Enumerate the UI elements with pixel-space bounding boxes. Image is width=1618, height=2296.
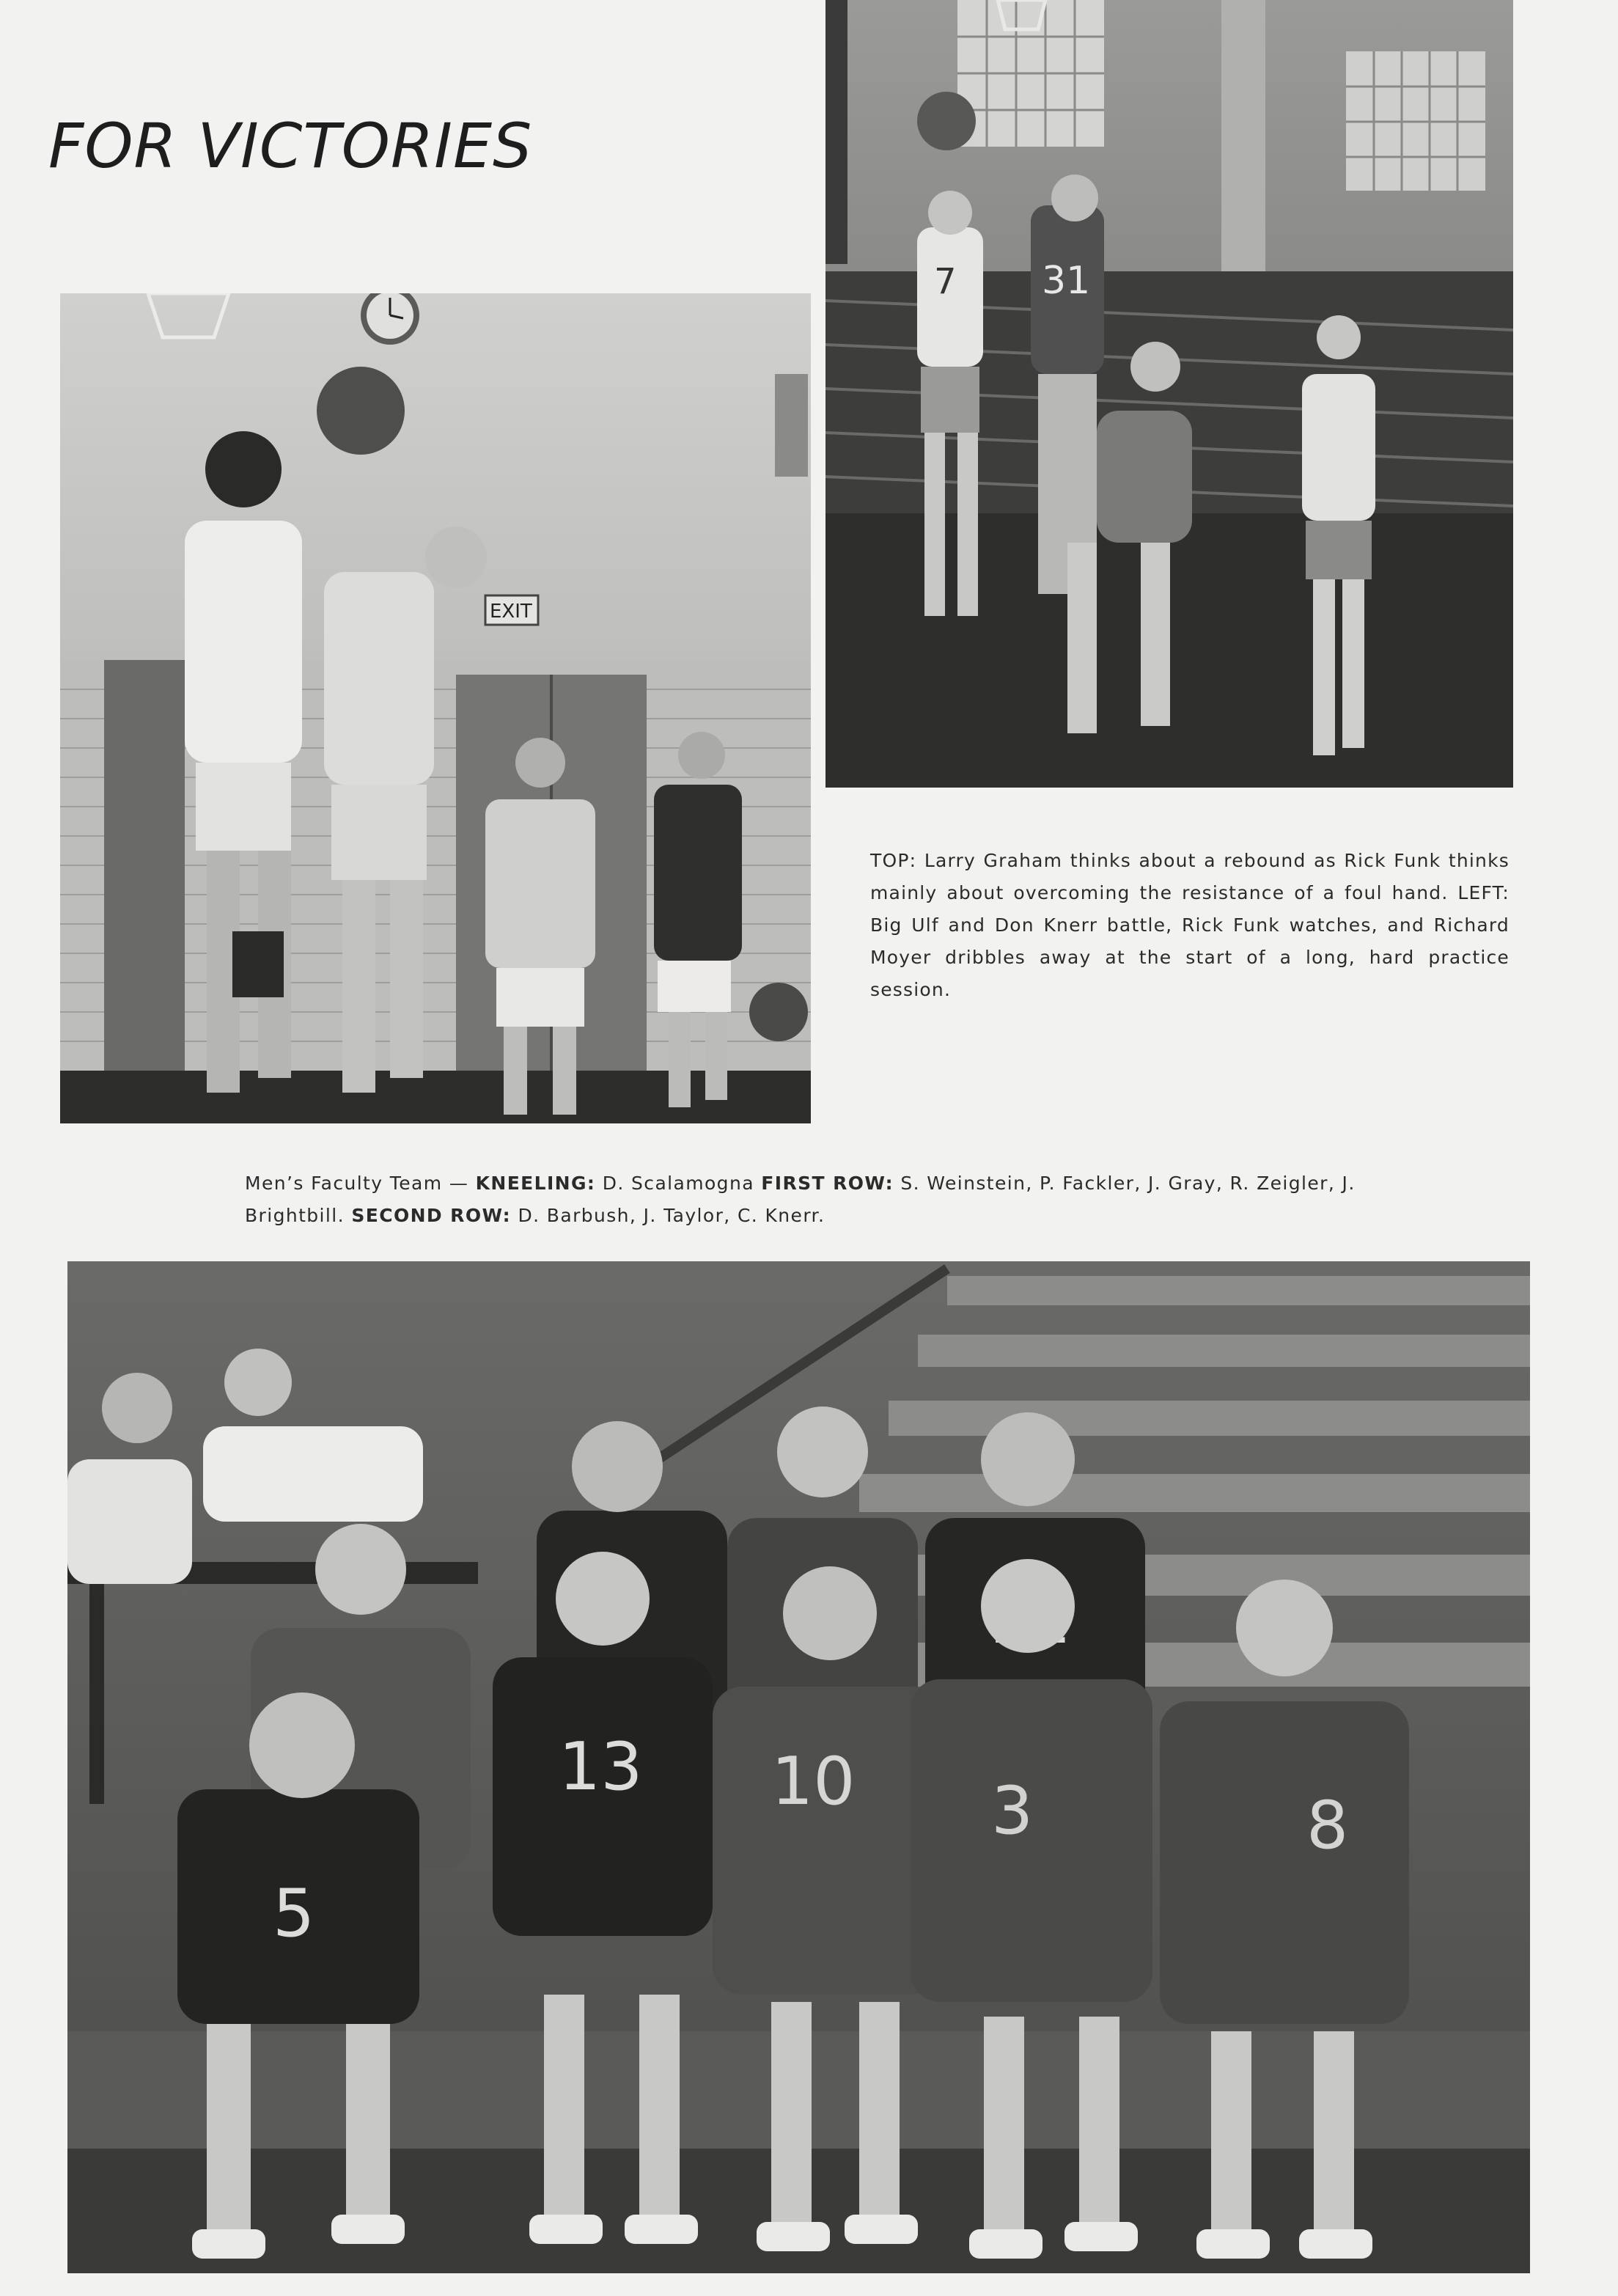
kneeling-names: D. Scalamogna: [602, 1173, 754, 1194]
jersey-number-8: 8: [1306, 1787, 1349, 1864]
photo-team-illustration: [67, 1261, 1530, 2273]
action-photos-caption: TOP: Larry Graham thinks about a rebound as Rick Funk thinks mainly about overcoming the resistance of a foul hand. LEFT: Big Ulf and Don Knerr battle, Rick Funk watches, and Richard Moyer dribbles away at the start of a long, hard practice session.: [870, 850, 1509, 1000]
jersey-number-5: 5: [273, 1875, 315, 1952]
jersey-number-31: 31: [1042, 259, 1091, 303]
exit-sign-text: EXIT: [490, 601, 532, 623]
photo-rebound-action: [825, 0, 1513, 788]
page-heading: FOR VICTORIES: [48, 110, 533, 182]
jersey-number-7: 7: [934, 261, 957, 302]
photo-faculty-team: [67, 1261, 1530, 2273]
kneeling-label: KNEELING:: [475, 1173, 596, 1194]
first-row-label: FIRST ROW:: [761, 1173, 894, 1194]
photo-practice-illustration: [60, 293, 811, 1123]
team-caption-intro: Men’s Faculty Team —: [245, 1173, 469, 1194]
jersey-number-3: 3: [991, 1772, 1034, 1849]
second-row-label: SECOND ROW:: [351, 1205, 512, 1226]
jersey-number-13: 13: [559, 1728, 643, 1805]
first-row-names: S. Weinstein, P. Fackler, J. Gray, R. Zeigler, J. Brightbill.: [245, 1173, 1356, 1226]
jersey-number-10: 10: [771, 1743, 856, 1820]
photo-rebound-illustration: [825, 0, 1513, 788]
team-photo-caption: [245, 1167, 1374, 1232]
photo-practice-battle: [60, 293, 811, 1123]
second-row-names: D. Barbush, J. Taylor, C. Knerr.: [518, 1205, 825, 1226]
